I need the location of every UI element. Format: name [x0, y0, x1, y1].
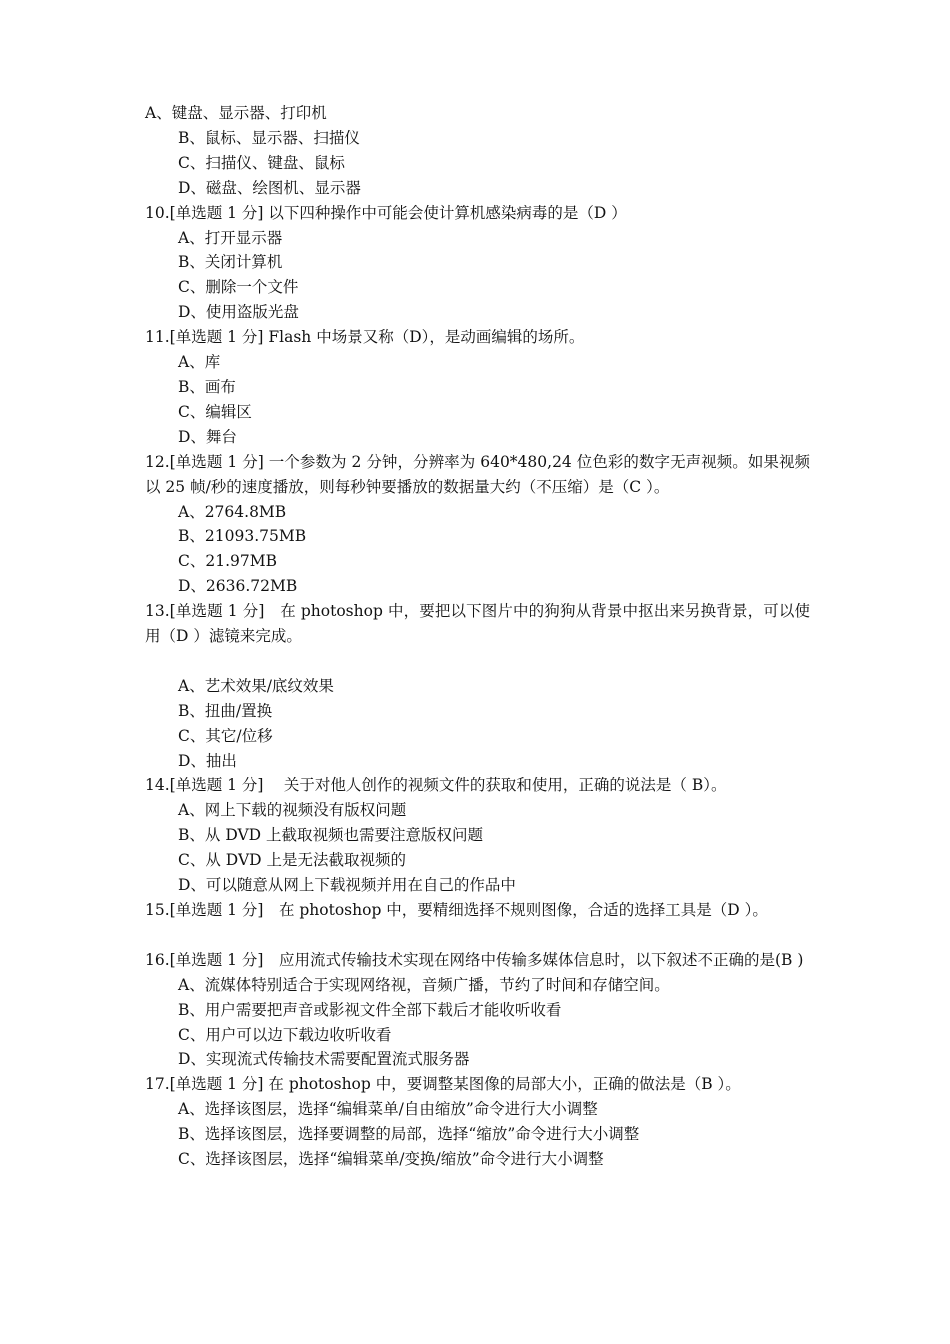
answer-option: C、从 DVD 上是无法截取视频的: [178, 851, 406, 870]
question-text: 17.[单选题 1 分] 在 photoshop 中，要调整某图像的局部大小，正确的做法是（B ）。: [145, 1075, 741, 1094]
answer-option: D、2636.72MB: [178, 577, 298, 596]
answer-option: B、从 DVD 上截取视频也需要注意版权问题: [178, 826, 484, 845]
answer-option: D、磁盘、绘图机、显示器: [178, 178, 361, 197]
answer-option: B、扭曲/置换: [178, 701, 273, 720]
question-text: 16.[单选题 1 分] 应用流式传输技术实现在网络中传输多媒体信息时，以下叙述不正确的是(B ): [145, 950, 804, 969]
question-text: 10.[单选题 1 分] 以下四种操作中可能会使计算机感染病毒的是（D ）: [145, 203, 627, 222]
answer-option: D、使用盗版光盘: [178, 303, 299, 322]
question-text: 14.[单选题 1 分] 关于对他人创作的视频文件的获取和使用，正确的说法是（ B）。: [145, 776, 727, 795]
answer-option: C、扫描仪、键盘、鼠标: [178, 153, 345, 172]
answer-option: A、艺术效果/底纹效果: [178, 676, 334, 695]
answer-option: A、键盘、显示器、打印机: [145, 104, 327, 122]
answer-option: A、2764.8MB: [178, 502, 287, 521]
blank-line: [145, 649, 810, 674]
answer-option: A、选择该图层，选择“编辑菜单/自由缩放”命令进行大小调整: [178, 1100, 598, 1119]
answer-option: A、网上下载的视频没有版权问题: [178, 801, 407, 820]
answer-option: D、舞台: [178, 427, 237, 446]
answer-option: C、用户可以边下载边收听收看: [178, 1025, 392, 1044]
answer-option: B、用户需要把声音或影视文件全部下载后才能收听收看: [178, 1000, 562, 1019]
answer-option: D、可以随意从网上下载视频并用在自己的作品中: [178, 876, 516, 895]
answer-option: C、编辑区: [178, 402, 252, 421]
question-text: 11.[单选题 1 分] Flash 中场景又称（D），是动画编辑的场所。: [145, 328, 585, 347]
blank-line: [145, 923, 810, 948]
answer-option: B、鼠标、显示器、扫描仪: [178, 128, 360, 147]
document-body: [145, 101, 810, 1172]
answer-option: C、21.97MB: [178, 552, 277, 571]
answer-option: B、选择该图层，选择要调整的局部，选择“缩放”命令进行大小调整: [178, 1125, 640, 1144]
question-text: 15.[单选题 1 分] 在 photoshop 中，要精细选择不规则图像，合适的选择工具是（D ）。: [145, 900, 768, 919]
answer-option: B、21093.75MB: [178, 527, 307, 546]
answer-option: D、实现流式传输技术需要配置流式服务器: [178, 1050, 470, 1069]
question-text: 13.[单选题 1 分] 在 photoshop 中，要把以下图片中的狗狗从背景中抠出来另换背景，可以使用（D ）滤镜来完成。: [145, 602, 810, 646]
answer-option: A、打开显示器: [178, 228, 283, 247]
question-text: 12.[单选题 1 分] 一个参数为 2 分钟，分辨率为 640*480,24 位色彩的数字无声视频。如果视频以 25 帧/秒的速度播放，则每秒钟要播放的数据量大约（不压缩）是（C ）。: [145, 452, 810, 496]
answer-option: A、库: [178, 353, 221, 372]
answer-option: C、选择该图层，选择“编辑菜单/变换/缩放”命令进行大小调整: [178, 1150, 604, 1169]
answer-option: B、画布: [178, 377, 236, 396]
answer-option: B、关闭计算机: [178, 253, 283, 272]
answer-option: C、其它/位移: [178, 726, 273, 745]
answer-option: D、抽出: [178, 751, 237, 770]
answer-option: C、删除一个文件: [178, 278, 299, 297]
answer-option: A、流媒体特别适合于实现网络视，音频广播，节约了时间和存储空间。: [178, 975, 670, 994]
